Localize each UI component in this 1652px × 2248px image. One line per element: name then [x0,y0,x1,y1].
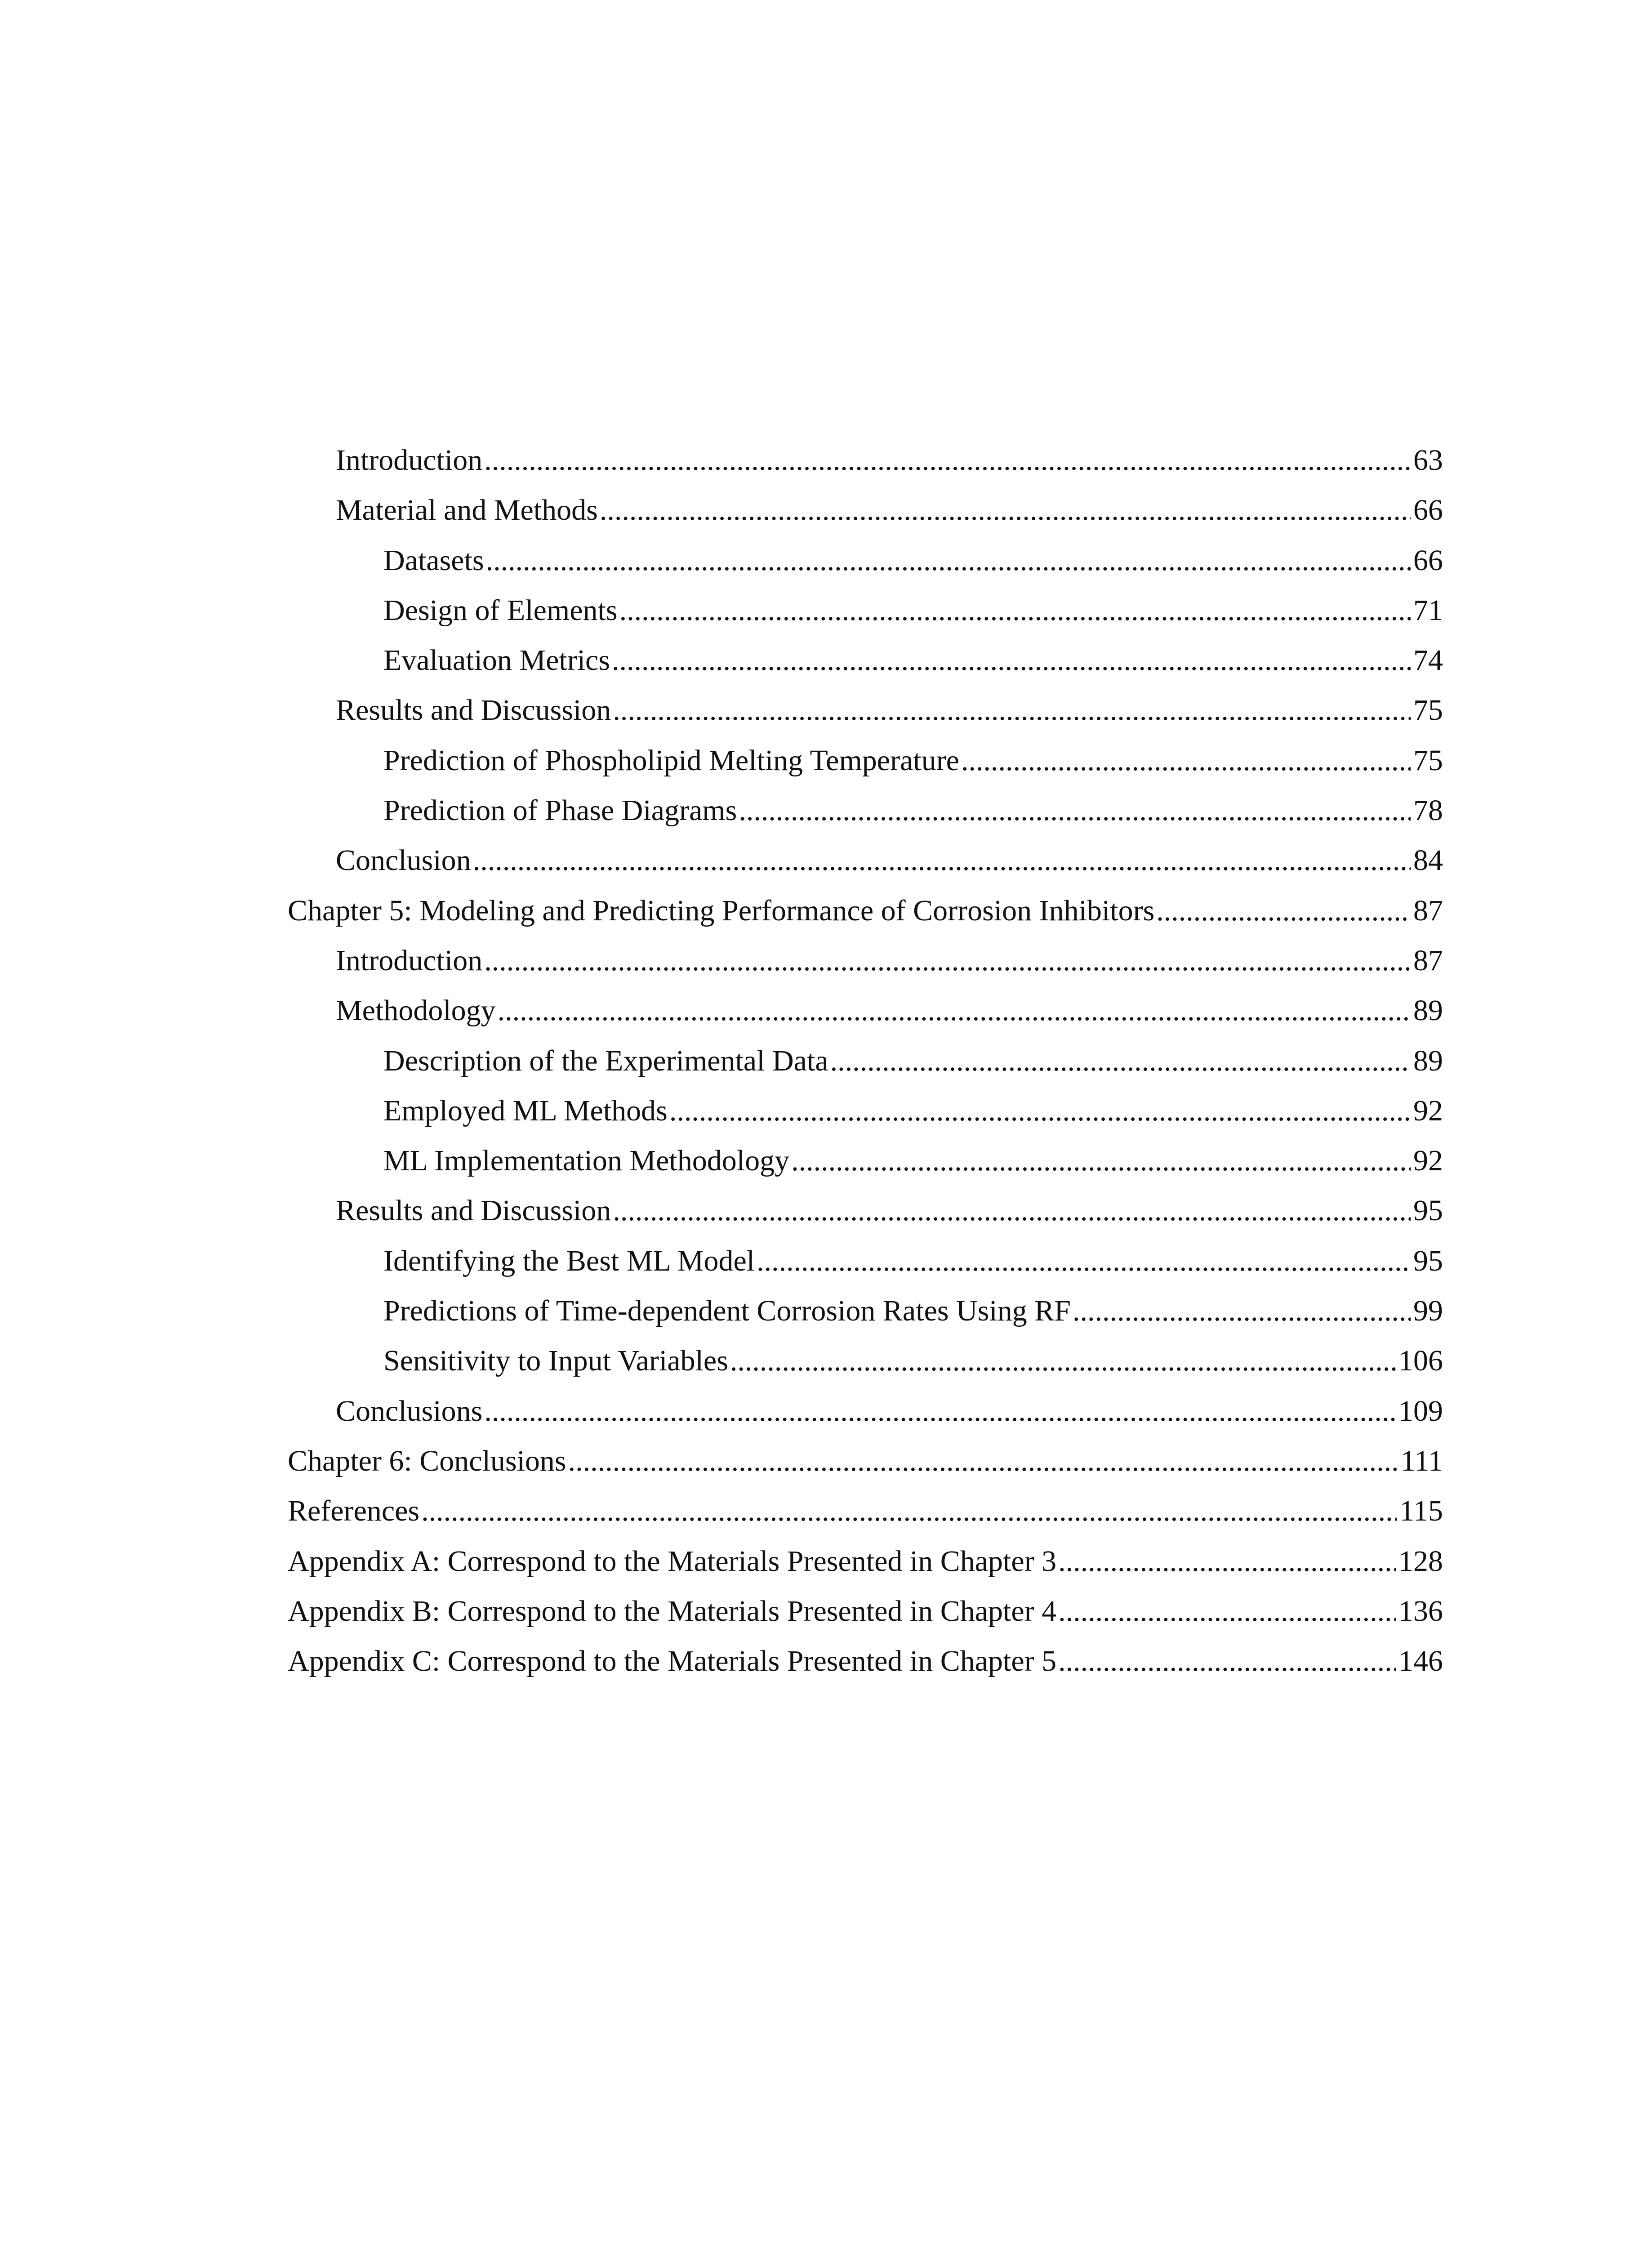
toc-entry-title: Introduction [336,944,483,977]
toc-entry-page-number: 89 [1413,1044,1443,1077]
toc-entry-title: Material and Methods [336,494,598,527]
toc-entry-page-number: 71 [1413,593,1443,627]
toc-entry [288,736,1443,785]
toc-dot-leader [619,585,1411,635]
toc-entry-title: ML Implementation Methodology [383,1144,790,1178]
toc-entry [288,1286,1443,1336]
toc-entry-title: References [288,1494,420,1528]
toc-entry [288,1336,1443,1386]
toc-entry-page-number: 111 [1400,1444,1443,1477]
toc-entry [288,1236,1443,1286]
toc-entry-page-number: 66 [1413,544,1443,577]
toc-dot-leader [421,1486,1397,1536]
toc-dot-leader [486,535,1411,585]
toc-entry-page-number: 66 [1413,494,1443,527]
toc-entry-page-number: 99 [1413,1294,1443,1328]
toc-dot-leader [484,435,1411,485]
toc-entry [288,1436,1443,1486]
toc-entry [288,1386,1443,1436]
toc-entry-title: Introduction [336,444,483,477]
toc-entry-page-number: 87 [1413,894,1443,927]
toc-entry [288,1086,1443,1136]
toc-entry [288,1636,1443,1686]
toc-dot-leader [1058,1536,1396,1586]
toc-entry-page-number: 75 [1413,744,1443,777]
toc-entry [288,585,1443,635]
toc-entry [288,1136,1443,1186]
toc-entry-title: Description of the Experimental Data [383,1044,828,1077]
toc-entry-page-number: 95 [1413,1194,1443,1227]
toc-entry-page-number: 89 [1413,994,1443,1027]
toc-entry-title: Employed ML Methods [383,1094,668,1127]
toc-entry-title: Chapter 6: Conclusions [288,1444,566,1477]
toc-entry [288,635,1443,685]
toc-entry-page-number: 106 [1398,1344,1443,1378]
toc-entry [288,535,1443,585]
toc-entry-title: Prediction of Phospholipid Melting Temperature [383,744,959,777]
toc-entry-title: Chapter 5: Modeling and Predicting Performance of Corrosion Inhibitors [288,894,1155,927]
toc-entry [288,685,1443,735]
toc-entry-page-number: 84 [1413,844,1443,877]
toc-entry-page-number: 95 [1413,1244,1443,1277]
toc-dot-leader [730,1336,1396,1386]
toc-entry-page-number: 115 [1399,1494,1443,1528]
toc-dot-leader [1156,886,1411,936]
toc-dot-leader [613,1186,1411,1236]
toc-entry-title: Appendix C: Correspond to the Materials Presented in Chapter 5 [288,1645,1057,1678]
toc-dot-leader [739,785,1411,835]
toc-entry-title: Identifying the Best ML Model [383,1244,755,1277]
toc-entry [288,1536,1443,1586]
toc-entry-title: Sensitivity to Input Variables [383,1344,728,1378]
toc-entry-page-number: 63 [1413,444,1443,477]
toc-entry-page-number: 136 [1398,1594,1443,1628]
toc-entry-title: Design of Elements [383,593,618,627]
toc-entry-title: Appendix A: Correspond to the Materials Presented in Chapter 3 [288,1544,1057,1578]
toc-entry [288,1486,1443,1536]
toc-entry [288,886,1443,936]
toc-dot-leader [669,1086,1411,1136]
toc-dot-leader [612,635,1411,685]
toc-dot-leader [1058,1586,1396,1636]
toc-entry-page-number: 87 [1413,944,1443,977]
toc-dot-leader [568,1436,1398,1486]
toc-entry-title: Results and Discussion [336,1194,611,1227]
toc-entry [288,785,1443,835]
toc-entry-title: Evaluation Metrics [383,644,610,677]
toc-entry [288,485,1443,535]
toc-dot-leader [830,1036,1411,1086]
toc-entry-page-number: 78 [1413,794,1443,827]
toc-dot-leader [1058,1636,1396,1686]
toc-dot-leader [757,1236,1411,1286]
toc-entry-page-number: 146 [1398,1645,1443,1678]
toc-dot-leader [484,1386,1396,1436]
toc-entry-page-number: 109 [1398,1394,1443,1427]
toc-dot-leader [791,1136,1411,1186]
toc-entry-title: Prediction of Phase Diagrams [383,794,737,827]
toc-entry-title: Appendix B: Correspond to the Materials Presented in Chapter 4 [288,1594,1057,1628]
toc-dot-leader [484,936,1411,986]
toc-entry-title: Methodology [336,994,496,1027]
toc-entry-title: Conclusions [336,1394,483,1427]
toc-entry-page-number: 74 [1413,644,1443,677]
toc-dot-leader [498,986,1411,1035]
toc-dot-leader [473,835,1411,885]
toc-dot-leader [1073,1286,1411,1336]
toc-entry [288,835,1443,885]
table-of-contents [288,435,1443,1686]
toc-entry [288,986,1443,1035]
toc-entry-title: Datasets [383,544,484,577]
toc-entry [288,1586,1443,1636]
toc-entry-page-number: 75 [1413,694,1443,727]
toc-entry [288,435,1443,485]
toc-dot-leader [600,485,1411,535]
toc-entry-page-number: 92 [1413,1144,1443,1178]
toc-entry-page-number: 92 [1413,1094,1443,1127]
toc-dot-leader [961,736,1411,785]
toc-entry [288,1186,1443,1236]
toc-entry-title: Conclusion [336,844,471,877]
toc-entry-title: Predictions of Time-dependent Corrosion Rates Using RF [383,1294,1071,1328]
toc-entry-page-number: 128 [1398,1544,1443,1578]
toc-entry [288,1036,1443,1086]
toc-entry-title: Results and Discussion [336,694,611,727]
toc-entry [288,936,1443,986]
toc-dot-leader [613,685,1411,735]
